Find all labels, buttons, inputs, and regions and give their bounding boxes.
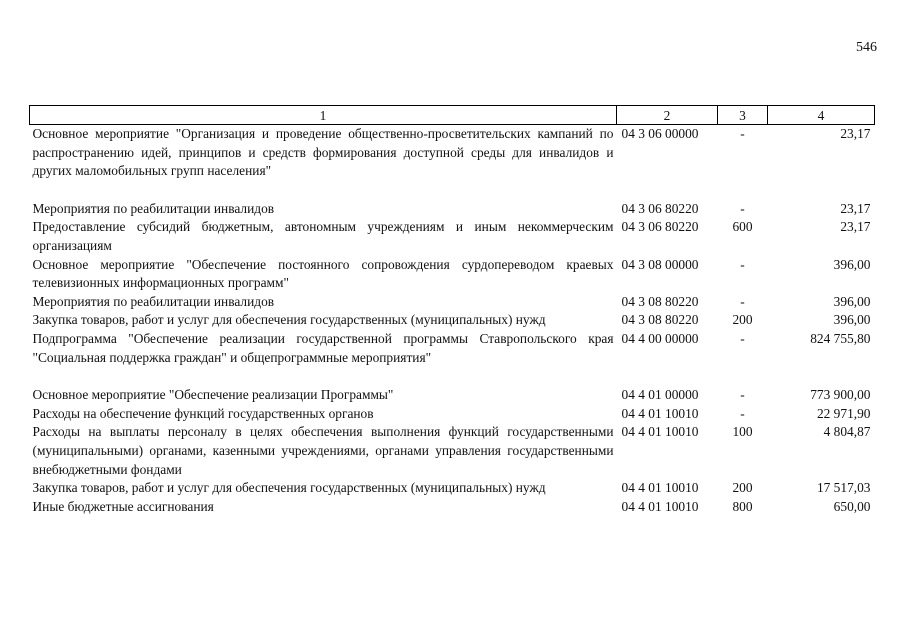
row-type: - bbox=[740, 387, 745, 403]
table-row bbox=[30, 125, 875, 181]
row-name: Мероприятия по реабилитации инвалидов bbox=[32, 293, 275, 309]
row-name: Расходы на обеспечение функций государственных органов bbox=[32, 405, 374, 421]
table-row bbox=[30, 423, 875, 479]
page-number: 546 bbox=[856, 40, 877, 55]
row-amount: 17 517,03 bbox=[816, 480, 871, 496]
header-col-3: 3 bbox=[718, 106, 768, 125]
row-amount: 4 804,87 bbox=[823, 424, 871, 440]
row-type: 100 bbox=[732, 424, 753, 440]
row-type: - bbox=[740, 200, 745, 216]
row-name: Иные бюджетные ассигнования bbox=[32, 498, 214, 514]
row-code: 04 4 01 00000 bbox=[621, 387, 699, 403]
row-amount: 773 900,00 bbox=[810, 387, 871, 403]
row-code: 04 4 01 10010 bbox=[621, 424, 699, 440]
spacer-cell bbox=[30, 181, 875, 200]
row-code: 04 4 01 10010 bbox=[621, 498, 699, 514]
table-row bbox=[30, 405, 875, 424]
row-name: Мероприятия по реабилитации инвалидов bbox=[32, 200, 275, 216]
row-name: Закупка товаров, работ и услуг для обеспечения государственных (муниципальных) нужд bbox=[32, 312, 546, 328]
row-amount: 23,17 bbox=[840, 200, 871, 216]
row-type: - bbox=[740, 405, 745, 421]
row-name: Основное мероприятие "Организация и проведение общественно-просветительских кампаний по распространению идей, принципов и средств формирования доступной среды для инвалидов и других маломобильных групп населения" bbox=[32, 126, 614, 179]
row-type: - bbox=[740, 330, 745, 346]
header-row bbox=[30, 106, 875, 125]
row-code: 04 3 08 80220 bbox=[621, 312, 699, 328]
row-type: - bbox=[740, 256, 745, 272]
table-row bbox=[30, 256, 875, 293]
row-code: 04 4 01 10010 bbox=[621, 405, 699, 421]
row-amount: 22 971,90 bbox=[816, 405, 871, 421]
spacer-cell bbox=[30, 367, 875, 386]
row-type: 200 bbox=[732, 312, 753, 328]
row-type: 200 bbox=[732, 480, 753, 496]
row-name: Основное мероприятие "Обеспечение реализации Программы" bbox=[32, 387, 394, 403]
row-amount: 650,00 bbox=[833, 498, 871, 514]
row-name: Предоставление субсидий бюджетным, автономным учреждениям и иным некоммерческим организациям bbox=[32, 219, 614, 253]
row-code: 04 3 06 00000 bbox=[621, 126, 699, 141]
table-row bbox=[30, 330, 875, 367]
table-row bbox=[30, 200, 875, 219]
table-header bbox=[30, 106, 875, 125]
table-row bbox=[30, 479, 875, 498]
row-code: 04 4 01 10010 bbox=[621, 480, 699, 496]
row-amount: 396,00 bbox=[833, 256, 871, 272]
row-amount: 23,17 bbox=[840, 219, 871, 235]
row-amount: 824 755,80 bbox=[810, 330, 871, 346]
row-name: Подпрограмма "Обеспечение реализации государственной программы Ставропольского края "Социальная поддержка граждан" и общепрограммные мероприятия" bbox=[32, 330, 614, 365]
row-type: - bbox=[740, 293, 745, 309]
row-code: 04 4 00 00000 bbox=[621, 330, 699, 346]
table-row bbox=[30, 311, 875, 330]
budget-table bbox=[29, 105, 875, 516]
row-spacer bbox=[30, 181, 875, 200]
row-name: Расходы на выплаты персоналу в целях обеспечения выполнения функций государственными (муниципальными) органами, казенными учреждениями, органами управления государственными внебюджетными фондами bbox=[32, 424, 614, 477]
row-spacer bbox=[30, 367, 875, 386]
table-body bbox=[30, 125, 875, 517]
table-row bbox=[30, 498, 875, 517]
row-name: Основное мероприятие "Обеспечение постоянного сопровождения сурдопереводом краевых телевизионных информационных программ" bbox=[32, 256, 614, 291]
row-type: - bbox=[740, 126, 745, 141]
row-amount: 396,00 bbox=[833, 312, 871, 328]
row-code: 04 3 06 80220 bbox=[621, 200, 699, 216]
row-name: Закупка товаров, работ и услуг для обеспечения государственных (муниципальных) нужд bbox=[32, 480, 546, 496]
row-code: 04 3 06 80220 bbox=[621, 219, 699, 235]
row-type: 800 bbox=[732, 498, 753, 514]
table-row bbox=[30, 293, 875, 312]
header-col-1: 1 bbox=[30, 106, 617, 125]
table-row bbox=[30, 386, 875, 405]
row-amount: 396,00 bbox=[833, 293, 871, 309]
row-code: 04 3 08 80220 bbox=[621, 293, 699, 309]
header-col-2: 2 bbox=[617, 106, 718, 125]
row-amount: 23,17 bbox=[840, 126, 871, 141]
header-col-4: 4 bbox=[768, 106, 875, 125]
row-code: 04 3 08 00000 bbox=[621, 256, 699, 272]
row-type: 600 bbox=[732, 219, 753, 235]
table-row bbox=[30, 218, 875, 255]
